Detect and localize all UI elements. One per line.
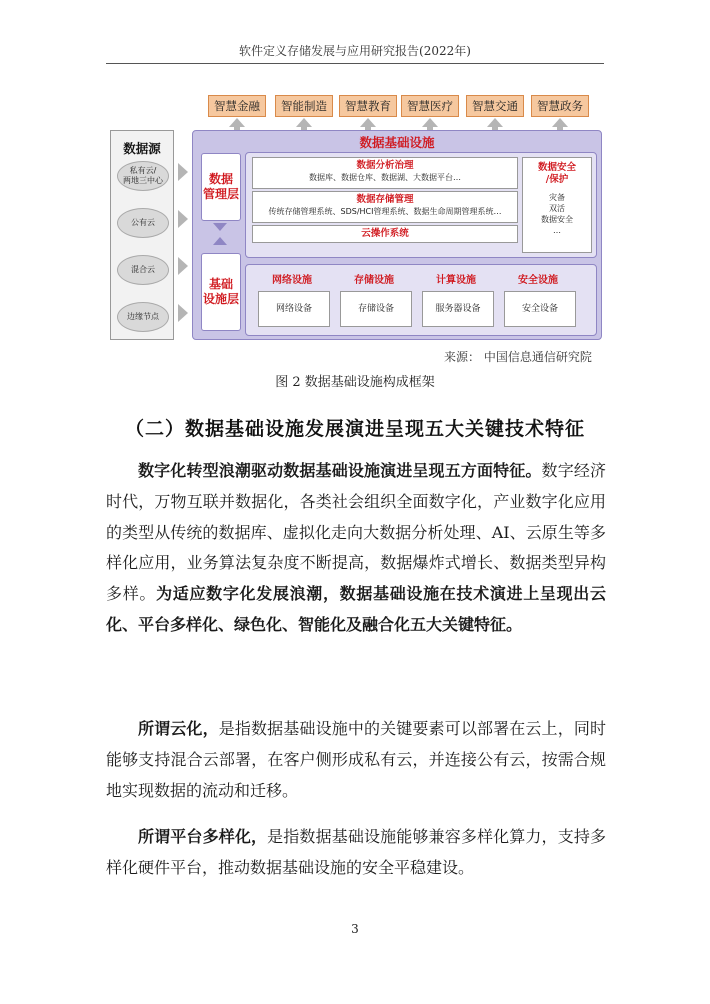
server-device-box: 服务器设备 xyxy=(422,291,494,327)
right-arrow-icon xyxy=(178,304,188,322)
infrastructure-title: 数据基础设施 xyxy=(359,135,435,150)
app-box-finance: 智慧金融 xyxy=(208,95,266,117)
cloud-os-bar xyxy=(252,225,518,243)
right-arrow-icon xyxy=(178,210,188,228)
data-source-title: 数据源 xyxy=(123,141,161,156)
storage-facility-title: 存储设施 xyxy=(354,275,394,286)
app-box-manufacturing: 智能制造 xyxy=(275,95,333,117)
right-arrow-icon xyxy=(178,163,188,181)
up-arrow-icon xyxy=(552,118,568,127)
paragraph-2 xyxy=(106,714,606,806)
up-arrow-icon xyxy=(422,118,438,127)
app-box-transport: 智慧交通 xyxy=(466,95,524,117)
paragraph-body: 数字经济时代，万物互联并数据化，各类社会组织全面数字化，产业数字化应用的类型从传统的数据库、虚拟化走向大数据分析处理、AI、云原生等多样化应用，业务算法复杂度不断提高，数据爆炸式增长、数据类型异构多样。 xyxy=(106,461,606,604)
up-arrow-icon xyxy=(360,118,376,127)
management-layer-panel xyxy=(245,152,597,258)
up-arrow-icon xyxy=(487,118,503,127)
security-item: 灾备 xyxy=(549,193,565,202)
analytics-title: 数据分析治理 xyxy=(356,160,414,171)
security-title: 数据安全 /保护 xyxy=(537,162,576,185)
network-facility-title: 网络设施 xyxy=(272,275,312,286)
up-arrow-icon xyxy=(213,237,227,245)
app-box-medical: 智慧医疗 xyxy=(401,95,459,117)
base-layer-panel xyxy=(245,264,597,336)
header-rule xyxy=(106,63,604,64)
cloud-icon-hybrid: 混合云 xyxy=(117,255,169,285)
analytics-detail: 数据库、数据仓库、数据湖、大数据平台… xyxy=(309,173,461,182)
paragraph-lead: 所谓平台多样化， xyxy=(138,827,268,846)
infrastructure-diagram xyxy=(104,88,604,342)
security-box xyxy=(522,157,592,253)
compute-facility-title: 计算设施 xyxy=(436,275,476,286)
infrastructure-panel xyxy=(192,130,602,340)
cloud-os-title: 云操作系统 xyxy=(361,228,409,239)
figure-caption: 图 2 数据基础设施构成框架 xyxy=(275,375,435,390)
up-arrow-icon xyxy=(229,118,245,127)
down-arrow-icon xyxy=(213,223,227,231)
app-box-government: 智慧政务 xyxy=(531,95,589,117)
right-arrow-icon xyxy=(178,257,188,275)
security-device-box: 安全设备 xyxy=(504,291,576,327)
storage-detail: 传统存储管理系统、SDS/HCI管理系统、数据生命周期管理系统… xyxy=(268,207,502,216)
paragraph-3 xyxy=(106,822,606,884)
paragraph-tail: 为适应数字化发展浪潮，数据基础设施在技术演进上呈现出云化、平台多样化、绿色化、智能化及融合化五大关键特征。 xyxy=(106,584,606,634)
paragraph-1 xyxy=(106,456,606,641)
cloud-icon-public: 公有云 xyxy=(117,208,169,238)
cloud-icon-edge: 边缘节点 xyxy=(117,302,169,332)
analytics-bar xyxy=(252,157,518,189)
storage-device-box: 存储设备 xyxy=(340,291,412,327)
security-facility-title: 安全设施 xyxy=(518,275,558,286)
running-header: 软件定义存储发展与应用研究报告(2022年) xyxy=(239,44,471,58)
paragraph-lead: 所谓云化， xyxy=(138,719,219,738)
paragraph-body: 是指数据基础设施能够兼容多样化算力，支持多样化硬件平台，推动数据基础设施的安全平稳建设。 xyxy=(106,827,606,877)
security-item: 双活 xyxy=(549,204,565,213)
section-heading: （二）数据基础设施发展演进呈现五大关键技术特征 xyxy=(124,418,585,440)
figure-source: 来源： 中国信息通信研究院 xyxy=(444,350,592,364)
security-item: … xyxy=(553,226,561,235)
storage-bar xyxy=(252,191,518,223)
cloud-icon-private: 私有云/ 两地三中心 xyxy=(117,161,169,191)
management-layer-label: 数据 管理层 xyxy=(201,153,241,221)
network-device-box: 网络设备 xyxy=(258,291,330,327)
security-item: 数据安全 xyxy=(541,215,573,224)
app-box-education: 智慧教育 xyxy=(339,95,397,117)
base-layer-label: 基础 设施层 xyxy=(201,253,241,331)
data-source-panel xyxy=(110,130,174,340)
up-arrow-icon xyxy=(296,118,312,127)
paragraph-body: 是指数据基础设施中的关键要素可以部署在云上，同时能够支持混合云部署，在客户侧形成私有云，并连接公有云，按需合规地实现数据的流动和迁移。 xyxy=(106,719,606,800)
paragraph-lead: 数字化转型浪潮驱动数据基础设施演进呈现五方面特征。 xyxy=(138,461,542,480)
storage-title: 数据存储管理 xyxy=(356,194,414,205)
page-number: 3 xyxy=(351,922,359,936)
